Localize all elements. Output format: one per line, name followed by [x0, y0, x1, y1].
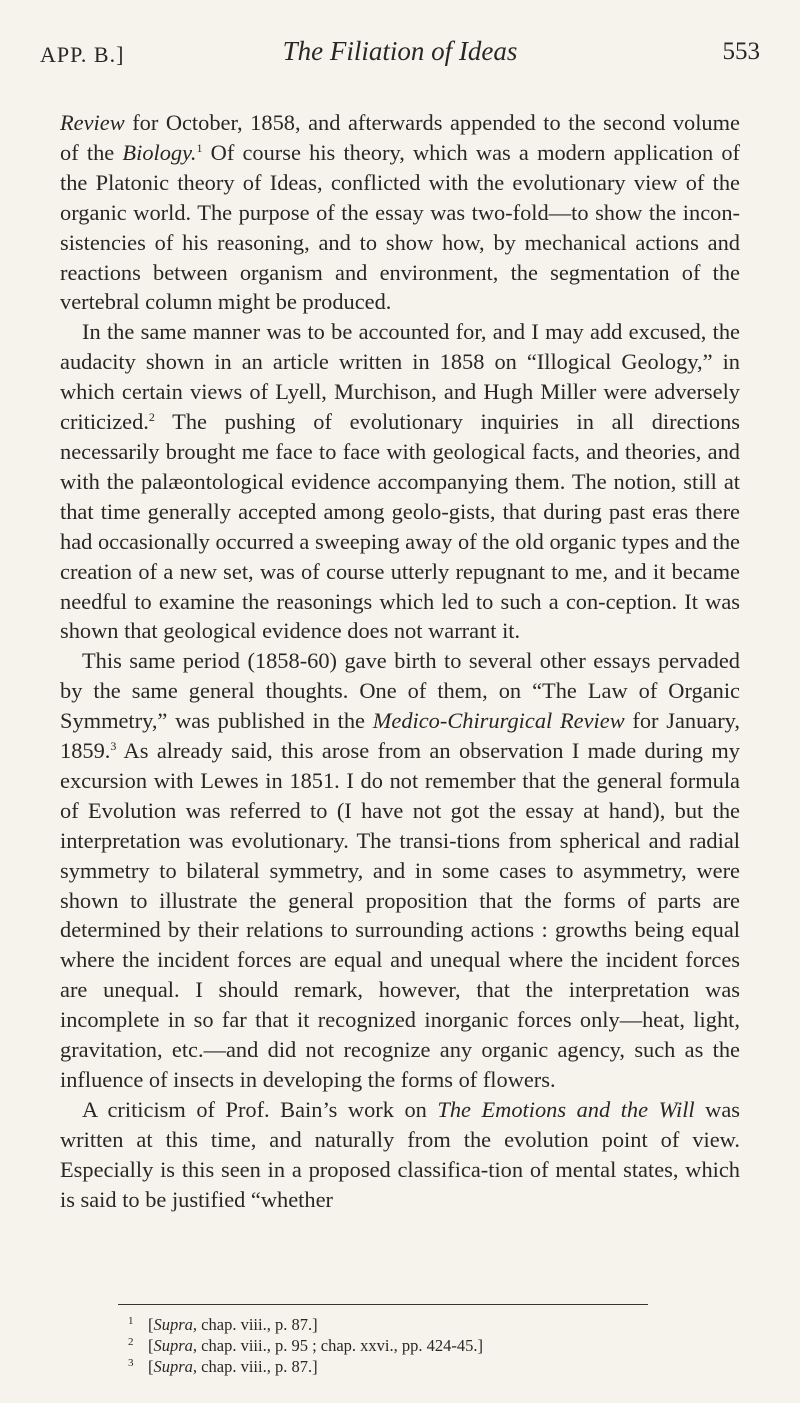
paragraph — [60, 1095, 740, 1215]
appendix-label: APP. B.] — [40, 42, 125, 67]
footnote-ref: 2 — [148, 410, 155, 425]
text-run: [ — [148, 1315, 154, 1334]
footnote-rule — [118, 1304, 648, 1305]
italic-text: Supra — [153, 1336, 193, 1355]
footnote-number: 1 — [128, 1315, 134, 1327]
italic-text: . — [190, 139, 197, 165]
text-run: In the same manner was to be accounted for, and I may add excused, the audacity shown in an article written in 1858 on “Illogical Geology,” in which certain views of Lyell, Murchison, and Hugh Miller were adversely criticized. — [60, 319, 740, 435]
running-header — [40, 36, 760, 76]
footnote-number: 2 — [128, 1336, 134, 1348]
body-text — [60, 108, 740, 1215]
footnote-ref: 3 — [110, 739, 117, 754]
italic-text: Medico-Chirurgical Review — [372, 708, 625, 734]
italic-text: Supra — [153, 1315, 193, 1334]
paragraph — [60, 108, 740, 317]
paragraph — [60, 646, 740, 1095]
italic-text: Biology — [122, 139, 191, 165]
text-run: As already said, this arose from an observation I made during my excursion with Lewes in 1851. I do not remember that the general formula of Evolution was referred to (I have not got the essay at hand), but the interpretation was evolutionary. The transi-tions from spherical and radial symmetry to bilateral symmetry, and in some cases to asymmetry, were shown to illustrate the general proposition that the forms of parts are determined by their relations to surrounding actions : growths being equal where the incident forces are equal and unequal where the incident forces are unequal. I should remark, however, that the interpretation was incomplete in so far that it recognized inorganic forces only—heat, light, gravitation, etc.—and did not recognize any organic agency, such as the influence of insects in developing the forms of flowers. — [60, 738, 740, 1092]
italic-text: The Emotions and the Will — [437, 1096, 695, 1122]
text-run: was written at this time, and naturally from the evolution point of view. Especially is this seen in a proposed classifica-tion of mental states, which is said to be justified “whether — [60, 1096, 740, 1212]
text-run: , chap. viii., p. 95 ; chap. xxvi., pp. 424-45.] — [192, 1336, 484, 1355]
footnote — [128, 1314, 688, 1335]
text-run: , chap. viii., p. 87.] — [192, 1357, 318, 1376]
italic-text: Review — [60, 110, 125, 135]
footnote — [128, 1356, 688, 1377]
page-number: 553 — [722, 38, 760, 65]
text-run: for January, 1859. — [60, 708, 740, 764]
text-run: This same period (1858-60) gave birth to several other essays pervaded by the same general thoughts. One of them, on “The Law of Organic Symmetry,” was published in the — [60, 648, 740, 734]
text-run: A criticism of Prof. Bain’s work on — [82, 1096, 438, 1122]
text-run: , chap. viii., p. 87.] — [192, 1315, 318, 1334]
text-run: [ — [148, 1336, 154, 1355]
text-run: The pushing of evolutionary inquiries in all directions necessarily brought me face to face with geological facts, and theories, and with the palæontological evidence accompanying them. The notion, still at that time generally accepted among geolo-gists, that during past eras there had occasionally occurred a sweeping away of the old organic types and the creation of a new set, was of course utterly repugnant to me, and it became needful to examine the reasonings which led to such a con-ception. It was shown that geological evidence does not warrant it. — [60, 409, 740, 644]
running-title: The Filiation of Ideas — [282, 36, 518, 66]
italic-text: Supra — [153, 1357, 193, 1376]
footnote-ref: 1 — [196, 140, 203, 155]
paragraph — [60, 317, 740, 646]
footnote — [128, 1335, 688, 1356]
text-run: for October, 1858, and afterwards appended to the second volume of the — [60, 110, 740, 165]
text-run: [ — [148, 1357, 154, 1376]
footnotes — [128, 1314, 688, 1377]
footnote-number: 3 — [128, 1357, 134, 1369]
text-run: Of course his theory, which was a modern application of the Platonic theory of Ideas, conflicted with the evolutionary view of the organic world. The purpose of the essay was two-fold—to show the incon-sistencies of his reasoning, and to show how, by mechanical actions and reactions between organism and environment, the segmentation of the vertebral column might be produced. — [60, 139, 740, 315]
